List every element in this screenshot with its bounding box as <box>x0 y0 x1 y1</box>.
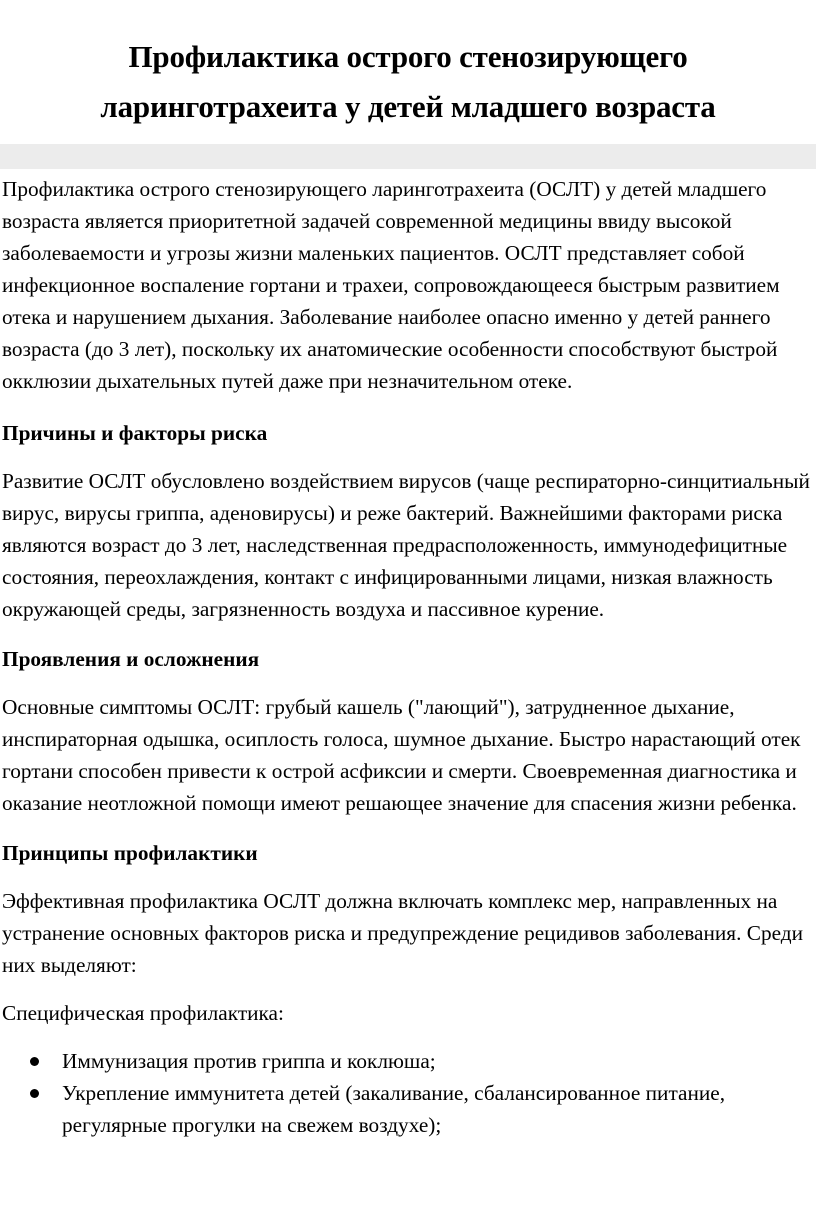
bullet-icon <box>30 1057 39 1066</box>
section-text-prevention: Эффективная профилактика ОСЛТ должна включать комплекс мер, направленных на устранение основных факторов риска и предупреждение рецидивов заболевания. Среди них выделяют: <box>2 889 804 977</box>
list-item <box>2 1077 816 1141</box>
bullet-icon <box>30 1089 39 1098</box>
prevention-list <box>2 1045 816 1141</box>
intro-paragraph: Профилактика острого стенозирующего ларинготрахеита (ОСЛТ) у детей младшего возраста является приоритетной задачей современной медицины ввиду высокой заболеваемости и угрозы жизни маленьких пациентов. ОСЛТ представляет собой инфекционное воспаление гортани и трахеи, сопровождающееся быстрым развитием отека и нарушением дыхания. Заболевание наиболее опасно именно у детей раннего возраста (до 3 лет), поскольку их анатомические особенности способствуют быстрой окклюзии дыхательных путей даже при незначительном отеке. <box>2 177 780 393</box>
section-text-symptoms: Основные симптомы ОСЛТ: грубый кашель ("лающий"), затрудненное дыхание, инспираторная одышка, осиплость голоса, шумное дыхание. Быстро нарастающий отек гортани способен привести к острой асфиксии и смерти. Своевременная диагностика и оказание неотложной помощи имеют решающее значение для спасения жизни ребенка. <box>2 695 801 815</box>
page-title <box>0 0 816 132</box>
section-text-causes: Развитие ОСЛТ обусловлено воздействием вирусов (чаще респираторно-синцитиальный вирус, вирусы гриппа, аденовирусы) и реже бактерий. Важнейшими факторами риска являются возраст до 3 лет, наследственная предрасположенность, иммунодефицитные состояния, переохлаждения, контакт с инфицированными лицами, низкая влажность окружающей среды, загрязненность воздуха и пассивное курение. <box>2 469 810 621</box>
list-item-text: Иммунизация против гриппа и коклюша; <box>62 1049 436 1073</box>
title-line-1: Профилактика острого стенозирующего <box>128 39 688 74</box>
header-divider <box>0 144 816 169</box>
list-item <box>2 1045 816 1077</box>
section-heading-prevention: Принципы профилактики <box>2 841 258 865</box>
document-body <box>0 173 816 1141</box>
subheading-specific-prevention: Специфическая профилактика: <box>2 1001 284 1025</box>
section-heading-symptoms: Проявления и осложнения <box>2 647 260 671</box>
section-heading-causes: Причины и факторы риска <box>2 421 268 445</box>
title-line-2: ларинготрахеита у детей младшего возраста <box>100 89 716 124</box>
list-item-text: Укрепление иммунитета детей (закаливание, сбалансированное питание, регулярные прогулки на свежем воздухе); <box>62 1081 726 1137</box>
